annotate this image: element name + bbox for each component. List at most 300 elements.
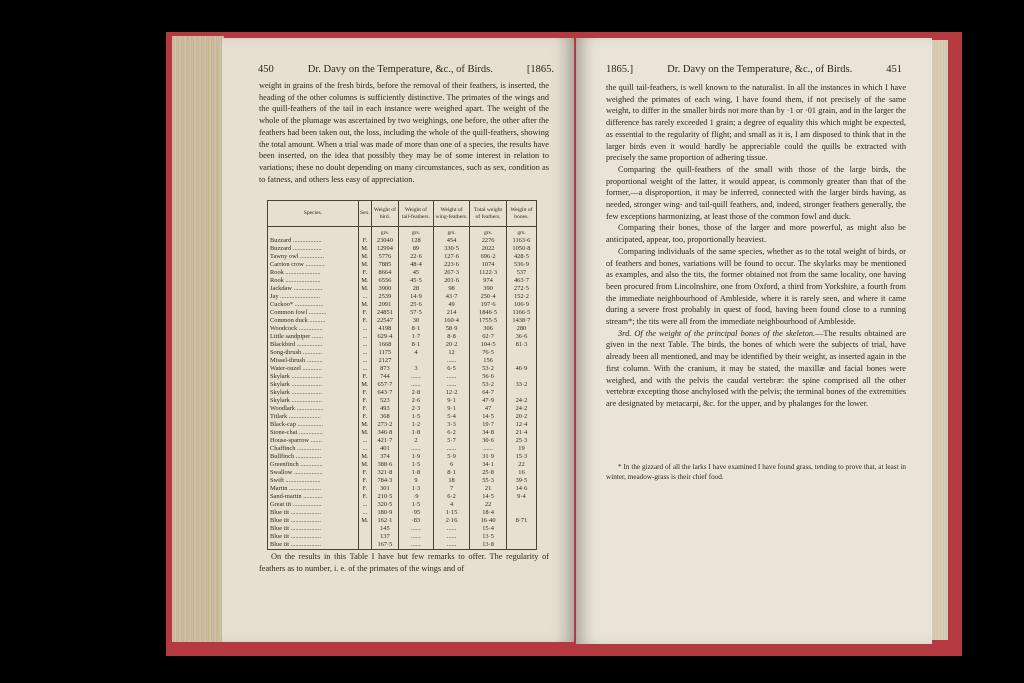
right-page-number: 451 — [886, 64, 902, 75]
table-cell: F. — [359, 485, 372, 493]
table-row — [268, 461, 537, 469]
table-row — [268, 453, 537, 461]
table-cell: 330·5 — [433, 245, 469, 253]
table-cell: 39·5 — [506, 477, 536, 485]
table-cell — [506, 349, 536, 357]
table-cell: M. — [359, 453, 372, 461]
table-cell: 2·16 — [433, 517, 469, 525]
table-cell: 272·5 — [506, 285, 536, 293]
table-cell: ... — [359, 349, 372, 357]
table-cell: M. — [359, 285, 372, 293]
table-row — [268, 301, 537, 309]
table-cell: Chaffinch ............... — [270, 445, 322, 453]
table-cell: 1·9 — [399, 453, 434, 461]
table-header-cell: Weight of tail-feathers. — [399, 201, 434, 227]
table-header-cell: Weight of bones. — [506, 201, 536, 227]
units-cell: grs. — [470, 227, 507, 238]
table-cell: 629·4 — [371, 333, 398, 341]
table-cell — [399, 357, 434, 365]
table-cell: 523 — [371, 397, 398, 405]
table-cell: 16 — [506, 469, 536, 477]
table-cell: ... — [359, 325, 372, 333]
table-header-cell: Species. — [268, 201, 359, 227]
right-page — [576, 38, 932, 644]
right-body-text — [606, 82, 906, 410]
table-cell: Tawny owl ............... — [270, 253, 325, 261]
table-cell: Little sandpiper ....... — [270, 333, 324, 341]
table-row — [268, 389, 537, 397]
table-cell: 25·6 — [399, 301, 434, 309]
table-row — [268, 285, 537, 293]
table-cell: 2127 — [371, 357, 398, 365]
paragraph-3: Comparing their bones, those of the larger and more powerful, as might also be anticipated, appear, too, proportionally heaviest. — [606, 223, 906, 245]
table-cell: 22 — [470, 501, 507, 509]
table-cell: Buzzard .................. — [270, 245, 322, 253]
table-cell: ... — [359, 357, 372, 365]
table-cell: 13·5 — [470, 533, 507, 541]
paragraph-2: Comparing the quill-feathers of the small with those of the large birds, the proportional weight of the latter, it would appear, is commonly greater than that of the former,—a disproportion, it may be inferred, connected with the larger birds having, as needed, stronger wing- and tail-quill feathers, and, indeed, stronger feathers generally, the few exceptions harmonizing, at least those of the common fowl and duck. — [606, 164, 906, 221]
table-cell: 744 — [371, 373, 398, 381]
left-year: [1865. — [526, 64, 554, 75]
right-page-edges — [930, 40, 948, 640]
left-page — [222, 38, 574, 642]
table-cell: ...... — [433, 373, 469, 381]
intro-paragraph: weight in grains of the fresh birds, before the removal of their feathers, is inserted, the heading of the other columns is sufficiently distinctive. The primates of the wings and the quill-feathers of the tail in each instance were weighed apart. The weight of the whole of the plumage was ascertained by two weighings, one before, the other after the feathers had been taken out, the loss, including the whole of the quill-feathers, showing the total amount. When a trial was made of more than one of a species, the results have been inserted, on the idea that possibly they may be of some interest in relation to variations; these no doubt depending on many circumstances, such as sex, condition as to fatness, and others less easy of appreciation. — [259, 81, 549, 184]
table-cell: M. — [359, 261, 372, 269]
table-cell: F. — [359, 477, 372, 485]
table-header-row — [268, 201, 537, 227]
table-cell: Woodlark ................. — [270, 405, 324, 413]
table-cell: 23040 — [371, 237, 398, 245]
table-cell: 8·1 — [399, 325, 434, 333]
table-cell: 53·2 — [470, 365, 507, 373]
table-cell: F. — [359, 373, 372, 381]
table-cell: Skylark ................... — [270, 397, 322, 405]
table-cell: 47·9 — [470, 397, 507, 405]
table-cell: 24·2 — [506, 397, 536, 405]
table-cell: Black-cap ................ — [270, 421, 324, 429]
table-row — [268, 525, 537, 533]
table-cell: 1·2 — [399, 421, 434, 429]
table-row — [268, 413, 537, 421]
table-cell: ... — [359, 365, 372, 373]
table-cell: ...... — [433, 381, 469, 389]
table-cell: 180·9 — [371, 509, 398, 517]
table-row — [268, 261, 537, 269]
table-cell: 784·3 — [371, 477, 398, 485]
table-cell: 106·9 — [506, 301, 536, 309]
table-cell: 56·6 — [470, 373, 507, 381]
table-row — [268, 365, 537, 373]
table-cell: 19·7 — [470, 421, 507, 429]
table-cell: 5·7 — [433, 437, 469, 445]
table-cell: F. — [359, 237, 372, 245]
table-cell: Blue tit ................... — [270, 517, 321, 525]
table-cell: Stone-chat ............... — [270, 429, 323, 437]
table-cell: 22 — [506, 461, 536, 469]
table-cell: Skylark ................... — [270, 381, 322, 389]
table-row — [268, 517, 537, 525]
table-cell — [359, 541, 372, 550]
left-running-title: Dr. Davy on the Temperature, &c., of Birds. — [307, 64, 493, 75]
table-cell: 8664 — [371, 269, 398, 277]
table-cell: 14·6 — [506, 485, 536, 493]
table-cell: 1438·7 — [506, 317, 536, 325]
left-page-number: 450 — [258, 64, 274, 75]
table-cell: 493 — [371, 405, 398, 413]
table-cell: 20·2 — [506, 413, 536, 421]
table-cell: 2·8 — [399, 389, 434, 397]
right-running-head — [606, 64, 902, 75]
table-cell: 2022 — [470, 245, 507, 253]
table-cell: 62·7 — [470, 333, 507, 341]
left-running-head — [258, 64, 554, 75]
table-cell: 8·71 — [506, 517, 536, 525]
table-cell: ·95 — [399, 509, 434, 517]
table-cell: Martin .................... — [270, 485, 321, 493]
table-row — [268, 501, 537, 509]
table-header-cell: Weight of bird. — [371, 201, 398, 227]
left-outro-text — [259, 551, 549, 574]
table-row — [268, 381, 537, 389]
table-cell: ...... — [433, 525, 469, 533]
table-cell — [506, 389, 536, 397]
table-cell: 1·5 — [399, 501, 434, 509]
table-cell: 47 — [470, 405, 507, 413]
table-cell: 4 — [399, 349, 434, 357]
table-cell: 1074 — [470, 261, 507, 269]
table-cell: 5776 — [371, 253, 398, 261]
table-cell: 2539 — [371, 293, 398, 301]
table-cell: Swallow .................. — [270, 469, 323, 477]
table-cell: 1668 — [371, 341, 398, 349]
table-cell — [506, 501, 536, 509]
table-cell: 4 — [433, 501, 469, 509]
table-cell: 21·4 — [506, 429, 536, 437]
table-row — [268, 333, 537, 341]
table-row — [268, 245, 537, 253]
table-cell: 7885 — [371, 261, 398, 269]
table-cell: 15·3 — [506, 453, 536, 461]
table-cell: 104·5 — [470, 341, 507, 349]
table-cell: 2·6 — [399, 397, 434, 405]
table-cell: 13·8 — [470, 541, 507, 550]
table-cell: 1·7 — [399, 333, 434, 341]
table-cell: 162·1 — [371, 517, 398, 525]
right-year: 1865.] — [606, 64, 634, 75]
table-cell: 160·4 — [433, 317, 469, 325]
right-running-title: Dr. Davy on the Temperature, &c., of Birds. — [667, 64, 853, 75]
table-cell: Bullfinch ................ — [270, 453, 322, 461]
table-row — [268, 397, 537, 405]
table-cell: 454 — [433, 237, 469, 245]
table-cell: F. — [359, 493, 372, 501]
table-row — [268, 309, 537, 317]
table-cell: 43·7 — [433, 293, 469, 301]
section-heading: 3rd. Of the weight of the principal bones of the skeleton. — [618, 328, 816, 338]
table-row — [268, 493, 537, 501]
table-cell: 12994 — [371, 245, 398, 253]
table-cell: Song-thrush ............ — [270, 349, 323, 357]
table-cell: 1122·3 — [470, 269, 507, 277]
table-cell: F. — [359, 309, 372, 317]
table-cell — [506, 533, 536, 541]
table-cell: 390 — [470, 285, 507, 293]
table-cell: 167·5 — [371, 541, 398, 550]
table-cell: Blue tit ................... — [270, 509, 321, 517]
table-cell: 12 — [433, 349, 469, 357]
table-cell: 401 — [371, 445, 398, 453]
table-cell: 368 — [371, 413, 398, 421]
table-cell: 9·1 — [433, 397, 469, 405]
table-cell: 301 — [371, 485, 398, 493]
table-cell — [506, 525, 536, 533]
table-cell: ... — [359, 445, 372, 453]
table-cell: 36·6 — [506, 333, 536, 341]
table-cell: 346·8 — [371, 429, 398, 437]
table-cell: M. — [359, 253, 372, 261]
table-cell: 30 — [399, 317, 434, 325]
table-row — [268, 373, 537, 381]
table-cell: 12·2 — [433, 389, 469, 397]
table-cell: 388·6 — [371, 461, 398, 469]
table-row — [268, 429, 537, 437]
table-row — [268, 437, 537, 445]
table-cell: 127·6 — [433, 253, 469, 261]
table-row — [268, 357, 537, 365]
table-cell: M. — [359, 381, 372, 389]
table-cell: M. — [359, 461, 372, 469]
table-cell: 1·8 — [399, 469, 434, 477]
table-cell — [359, 525, 372, 533]
table-cell: 273·2 — [371, 421, 398, 429]
table-cell: 45 — [399, 269, 434, 277]
table-cell: 421·7 — [371, 437, 398, 445]
table-cell: Carrion crow ............ — [270, 261, 325, 269]
table-cell: F. — [359, 269, 372, 277]
table-cell: ·9 — [399, 493, 434, 501]
table-cell: 1175 — [371, 349, 398, 357]
table-cell: ...... — [399, 541, 434, 550]
table-cell: 657·7 — [371, 381, 398, 389]
table-cell: 58·9 — [433, 325, 469, 333]
table-cell: F. — [359, 413, 372, 421]
table-cell: 223·6 — [433, 261, 469, 269]
table-cell: 197·6 — [470, 301, 507, 309]
units-cell: grs. — [506, 227, 536, 238]
table-cell: M. — [359, 429, 372, 437]
table-row — [268, 325, 537, 333]
table-cell: 8·8 — [433, 333, 469, 341]
table-cell: 696·2 — [470, 253, 507, 261]
table-cell: 1·15 — [433, 509, 469, 517]
table-cell: 31·9 — [470, 453, 507, 461]
table-cell: 28 — [399, 285, 434, 293]
table-cell: Blue tit ................... — [270, 541, 321, 549]
table-cell: 6·5 — [433, 365, 469, 373]
table-cell: ...... — [399, 525, 434, 533]
table-cell: 1163·6 — [506, 237, 536, 245]
table-units-row — [268, 227, 537, 238]
table-cell: Common duck .......... — [270, 317, 326, 325]
table-cell: 5·4 — [433, 413, 469, 421]
table-cell: Rook ...................... — [270, 269, 321, 277]
table-cell: 1·5 — [399, 461, 434, 469]
table-cell: 9·1 — [433, 405, 469, 413]
table-cell: Greenfinch .............. — [270, 461, 323, 469]
table-cell: 463·7 — [506, 277, 536, 285]
table-row — [268, 421, 537, 429]
table-cell: Woodcock ............... — [270, 325, 323, 333]
table-cell: Water-ouzel ............ — [270, 365, 322, 373]
table-cell: 6·2 — [433, 493, 469, 501]
table-row — [268, 293, 537, 301]
table-row — [268, 237, 537, 245]
table-cell: 2091 — [371, 301, 398, 309]
table-cell: 128 — [399, 237, 434, 245]
table-cell: 34·8 — [470, 429, 507, 437]
table-cell: Cuckoo* .................. — [270, 301, 324, 309]
table-cell: 7 — [433, 485, 469, 493]
table-cell: Blackbird ................ — [270, 341, 323, 349]
table-cell: 9 — [399, 477, 434, 485]
table-cell: 873 — [371, 365, 398, 373]
table-cell: 2·3 — [399, 405, 434, 413]
table-cell: 214 — [433, 309, 469, 317]
table-row — [268, 541, 537, 550]
table-cell: ... — [359, 501, 372, 509]
table-cell: ...... — [433, 357, 469, 365]
table-cell: 30·6 — [470, 437, 507, 445]
paragraph-5-body: —The results obtained are given in the next Table. The birds, the bones of which were the subjects of trial, have already been all mentioned, and may be identified by their weight, as inserted again in the first column. With the cranium, it may be stated, the maxillæ and facial bones were weighed, and with the pelvis the caudal vertebræ: the spine comprised all the other vertebræ excepting those anchylosed with the pelvis; the terminal bones of the extremities are designated by metacarpi, &c. for the upper, and by phalanges for the lower. — [606, 328, 906, 408]
weights-table — [267, 200, 537, 550]
outro-paragraph: On the results in this Table I have but few remarks to offer. The regularity of feathers as to number, i. e. of the primates of the wings and of — [259, 552, 549, 573]
table-cell: 152·2 — [506, 293, 536, 301]
table-cell: Jay ......................... — [270, 293, 321, 301]
table-cell: 16·40 — [470, 517, 507, 525]
table-header-cell: Sex. — [359, 201, 372, 227]
table-cell: 14·5 — [470, 413, 507, 421]
table-cell: Rook ...................... — [270, 277, 321, 285]
table-cell: ... — [359, 293, 372, 301]
table-cell — [359, 533, 372, 541]
table-cell: 1755·5 — [470, 317, 507, 325]
table-row — [268, 445, 537, 453]
table-cell: 48·4 — [399, 261, 434, 269]
footnote: * In the gizzard of all the larks I have examined I have found grass, tending to prove that, at least in winter, meadow-grass is their chief food. — [606, 463, 906, 481]
table-cell: 76·5 — [470, 349, 507, 357]
table-cell: 428·5 — [506, 253, 536, 261]
table-cell: 22547 — [371, 317, 398, 325]
table-cell: 18 — [433, 477, 469, 485]
table-row — [268, 277, 537, 285]
table-cell: 25·3 — [506, 437, 536, 445]
table-row — [268, 509, 537, 517]
table-row — [268, 349, 537, 357]
table-cell: 14·9 — [399, 293, 434, 301]
table-cell: M. — [359, 277, 372, 285]
table-cell: ... — [359, 341, 372, 349]
table-cell: 15·4 — [470, 525, 507, 533]
table-cell: 20·2 — [433, 341, 469, 349]
table-cell: F. — [359, 397, 372, 405]
table-cell: 8·1 — [399, 341, 434, 349]
table-cell: F. — [359, 469, 372, 477]
table-cell: 320·5 — [371, 501, 398, 509]
table-cell: F. — [359, 389, 372, 397]
table-cell: 974 — [470, 277, 507, 285]
table-cell — [506, 373, 536, 381]
units-cell: grs. — [371, 227, 398, 238]
table-cell: 14·5 — [470, 493, 507, 501]
table-cell: 1846·5 — [470, 309, 507, 317]
table-cell: 321·8 — [371, 469, 398, 477]
table-cell: ...... — [470, 445, 507, 453]
table-cell: 2276 — [470, 237, 507, 245]
table-cell: 53·2 — [470, 381, 507, 389]
table-cell: 6·2 — [433, 429, 469, 437]
table-cell: 19 — [506, 445, 536, 453]
table-cell: Skylark ................... — [270, 373, 322, 381]
table-cell: House-sparrow ....... — [270, 437, 322, 445]
paragraph-1: the quill tail-feathers, is well known to the naturalist. In all the instances in which I have weighed the primates of each wing, I have found them, if not precisely of the same weight, to differ in the smaller birds not more than by ·1 or ·01 grain, and in the larger the difference has rarely exceeded 1 grain; a degree of equality this which might be expected, as essential to the regularity of flight; and small as it is, I am disposed to think that in the larger birds even it would hardly be appreciable could the quills be extracted with precisely the same proportion of adhering tissue. — [606, 83, 906, 163]
table-cell: Blue tit ................... — [270, 533, 321, 541]
table-cell: 98 — [433, 285, 469, 293]
units-cell — [359, 227, 372, 238]
table-cell: 25·8 — [470, 469, 507, 477]
table-cell: 1·3 — [399, 485, 434, 493]
table-cell — [506, 509, 536, 517]
table-cell: 1050·8 — [506, 245, 536, 253]
table-cell: 6556 — [371, 277, 398, 285]
table-cell: 81·3 — [506, 341, 536, 349]
table-cell: ...... — [433, 445, 469, 453]
table-cell: 536·9 — [506, 261, 536, 269]
units-cell: grs. — [399, 227, 434, 238]
table-cell: M. — [359, 301, 372, 309]
table-cell: ...... — [433, 533, 469, 541]
table-cell: ...... — [399, 533, 434, 541]
table-cell: 374 — [371, 453, 398, 461]
table-cell: 3900 — [371, 285, 398, 293]
table-cell: 24851 — [371, 309, 398, 317]
table-cell: 643·7 — [371, 389, 398, 397]
table-cell: 1166·5 — [506, 309, 536, 317]
table-cell: 46·9 — [506, 365, 536, 373]
table-cell: Common fowl ........... — [270, 309, 327, 317]
table-cell: 5·9 — [433, 453, 469, 461]
table-cell: 12·4 — [506, 421, 536, 429]
table-cell: 1·5 — [399, 413, 434, 421]
table-cell: Missel-thrush .......... — [270, 357, 323, 365]
table-cell: ... — [359, 437, 372, 445]
table-cell: ... — [359, 509, 372, 517]
table-cell: 9·4 — [506, 493, 536, 501]
table-row — [268, 341, 537, 349]
table-row — [268, 405, 537, 413]
table-cell: 4198 — [371, 325, 398, 333]
table-cell: Jackdaw .................. — [270, 285, 323, 293]
table-row — [268, 317, 537, 325]
table-cell: 57·5 — [399, 309, 434, 317]
table-cell: 21 — [470, 485, 507, 493]
table-cell: ...... — [399, 381, 434, 389]
table-cell: 145 — [371, 525, 398, 533]
table-cell: 18·4 — [470, 509, 507, 517]
table-cell: 34·1 — [470, 461, 507, 469]
table-cell: 306 — [470, 325, 507, 333]
table-row — [268, 253, 537, 261]
